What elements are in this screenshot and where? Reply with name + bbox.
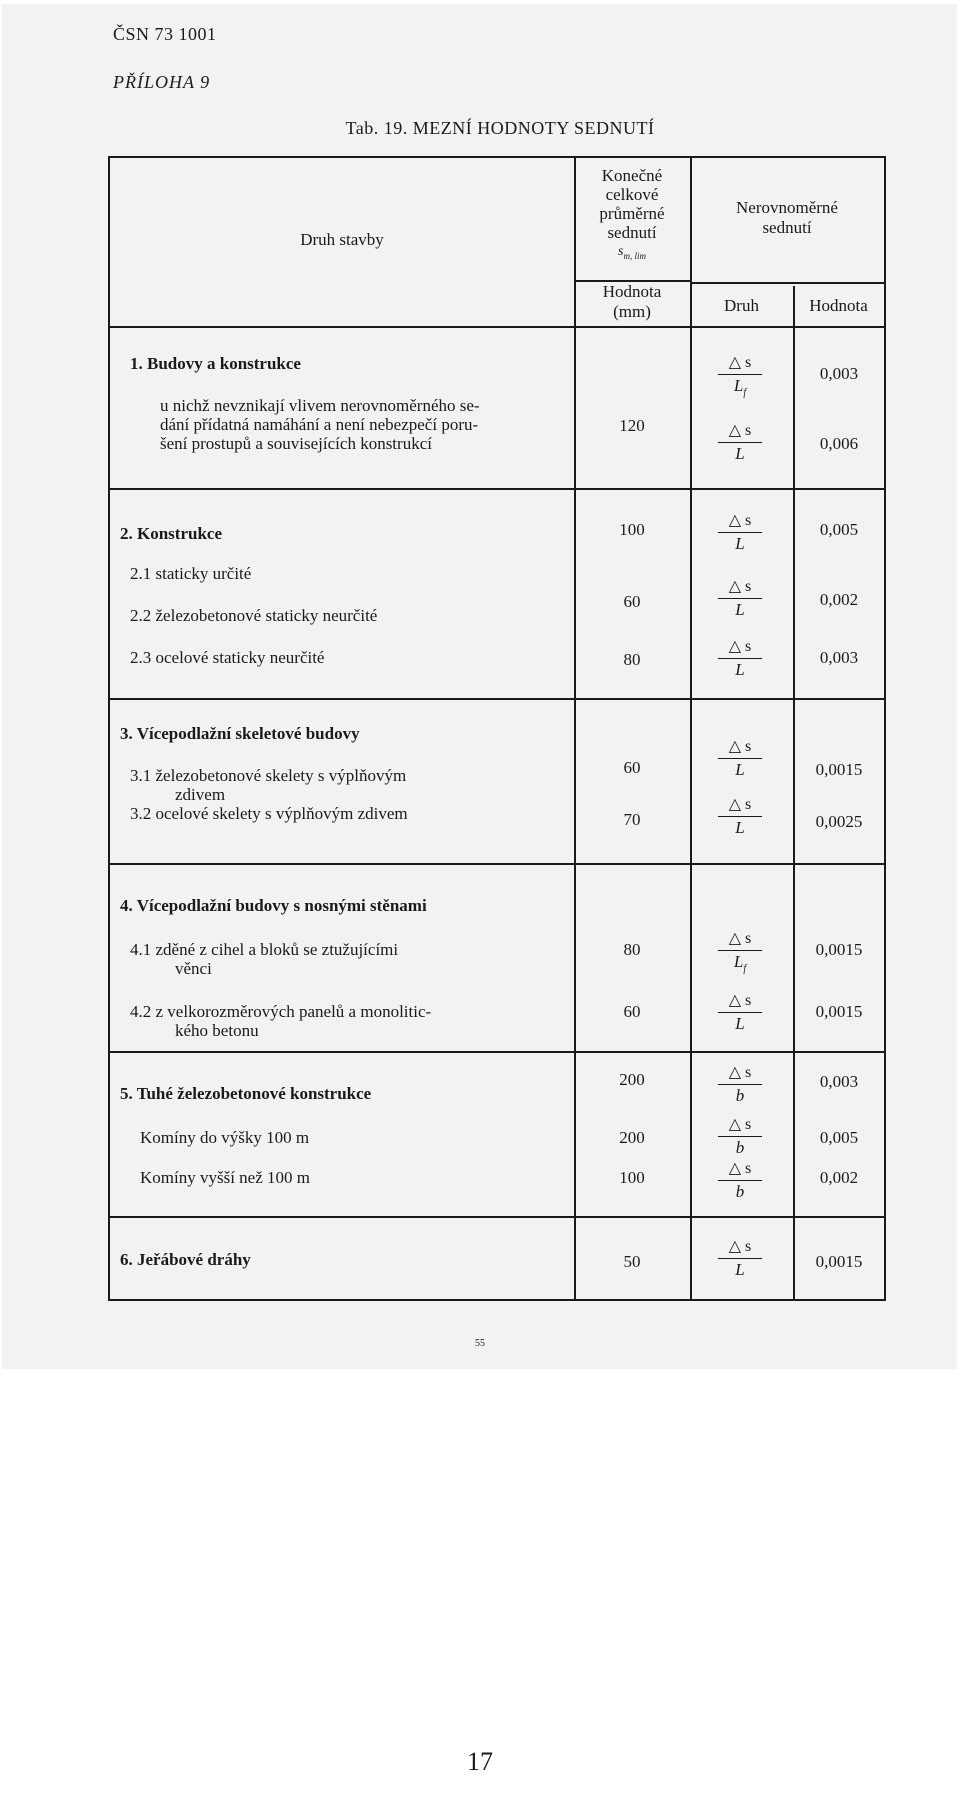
row-divider <box>690 282 884 284</box>
section-title: 4. Vícepodlažní budovy s nosnými stěnami <box>120 896 427 915</box>
ratio-fraction: $\frac{\triangle s}{L_f}$ <box>700 928 780 980</box>
ratio-fraction: $\frac{\triangle s}{L}$ <box>700 794 780 839</box>
ratio-value: 0,0015 <box>815 1002 863 1021</box>
row-divider <box>110 1051 884 1053</box>
item-label: zdivem <box>175 785 226 804</box>
final-value: 100 <box>619 520 645 539</box>
section-title: 6. Jeřábové dráhy <box>120 1250 251 1269</box>
header-value-mm: Hodnota (mm) <box>602 282 662 321</box>
norm-label: ČSN 73 1001 <box>113 24 217 44</box>
header-value: Hodnota <box>809 296 868 315</box>
ratio-fraction: $\frac{\triangle s}{b}$ <box>700 1062 780 1107</box>
ratio-fraction: $\frac{\triangle s}{L}$ <box>700 576 780 621</box>
item-label: 4.1 zděné z cihel a bloků se ztužujícími <box>130 940 399 959</box>
final-value: 50 <box>623 1252 641 1271</box>
final-value: 100 <box>619 1168 645 1187</box>
ratio-fraction: $\frac{\triangle s}{L}$ <box>700 420 780 465</box>
ratio-fraction: $\frac{\triangle s}{L}$ <box>700 1236 780 1281</box>
ratio-value: 0,0015 <box>815 760 863 779</box>
ratio-value: 0,005 <box>819 520 859 539</box>
section-title: 2. Konstrukce <box>120 524 222 543</box>
item-label: 2.1 staticky určité <box>130 564 252 583</box>
item-label: 3.2 ocelové skelety s výplňovým zdivem <box>130 804 408 823</box>
row-divider <box>110 698 884 700</box>
item-label: věnci <box>175 959 212 978</box>
annex-label: PŘÍLOHA 9 <box>113 72 211 92</box>
item-label: Komíny do výšky 100 m <box>140 1128 310 1147</box>
ratio-value: 0,003 <box>819 648 859 667</box>
column-divider <box>690 158 692 1299</box>
section-title: 1. Budovy a konstrukce <box>130 354 301 373</box>
ratio-fraction: $\frac{\triangle s}{L}$ <box>700 990 780 1035</box>
ratio-fraction: $\frac{\triangle s}{b}$ <box>700 1114 780 1159</box>
final-value: 70 <box>623 810 641 829</box>
ratio-value: 0,002 <box>819 590 859 609</box>
column-divider <box>574 158 576 1299</box>
header-final-settlement: Konečné celkové průměrné sednutí $s_{m, lim}$ <box>599 166 665 261</box>
item-label: 3.1 železobetonové skelety s výplňovým <box>130 766 407 785</box>
section-title: 5. Tuhé železobetonové konstrukce <box>120 1084 372 1103</box>
final-value: 80 <box>623 650 641 669</box>
ratio-fraction: $\frac{\triangle s}{L_f}$ <box>700 352 780 404</box>
row-divider <box>110 488 884 490</box>
final-value: 120 <box>619 416 645 435</box>
page-number: 17 <box>467 1747 493 1776</box>
section-description: u nichž nevznikají vlivem nerovnoměrného se- dání přídatná namáhání a není nebezpečí poru- šení prostupů a souvisejících konstrukcí <box>160 396 480 453</box>
section-title: 3. Vícepodlažní skeletové budovy <box>120 724 360 743</box>
final-value: 60 <box>623 592 641 611</box>
final-value: 60 <box>623 1002 641 1021</box>
final-value: 60 <box>623 758 641 777</box>
ratio-value: 0,003 <box>819 364 859 383</box>
ratio-value: 0,002 <box>819 1168 859 1187</box>
item-label: 2.3 ocelové staticky neurčité <box>130 648 325 667</box>
ratio-fraction: $\frac{\triangle s}{L}$ <box>700 736 780 781</box>
ratio-value: 0,0015 <box>815 940 863 959</box>
row-divider <box>110 1216 884 1218</box>
settlement-limits-table <box>108 156 886 1301</box>
final-value: 200 <box>619 1128 645 1147</box>
ratio-value: 0,005 <box>819 1128 859 1147</box>
row-divider <box>110 863 884 865</box>
header-uneven-settlement: Nerovnoměrné sednutí <box>736 198 838 237</box>
scan-page-number: 55 <box>475 1338 485 1349</box>
ratio-value: 0,0015 <box>815 1252 863 1271</box>
ratio-value: 0,003 <box>819 1072 859 1091</box>
item-label: Komíny vyšší než 100 m <box>140 1168 310 1187</box>
ratio-fraction: $\frac{\triangle s}{b}$ <box>700 1158 780 1203</box>
item-label: kého betonu <box>175 1021 259 1040</box>
item-label: 4.2 z velkorozměrových panelů a monolitic- <box>130 1002 432 1021</box>
final-value: 200 <box>619 1070 645 1089</box>
header-kind: Druh <box>724 296 759 315</box>
ratio-value: 0,006 <box>819 434 859 453</box>
row-divider <box>110 326 884 328</box>
table-caption: Tab. 19. MEZNÍ HODNOTY SEDNUTÍ <box>345 118 655 138</box>
final-value: 80 <box>623 940 641 959</box>
ratio-fraction: $\frac{\triangle s}{L}$ <box>700 636 780 681</box>
header-type: Druh stavby <box>300 230 384 249</box>
ratio-fraction: $\frac{\triangle s}{L}$ <box>700 510 780 555</box>
item-label: 2.2 železobetonové staticky neurčité <box>130 606 378 625</box>
ratio-value: 0,0025 <box>815 812 863 831</box>
